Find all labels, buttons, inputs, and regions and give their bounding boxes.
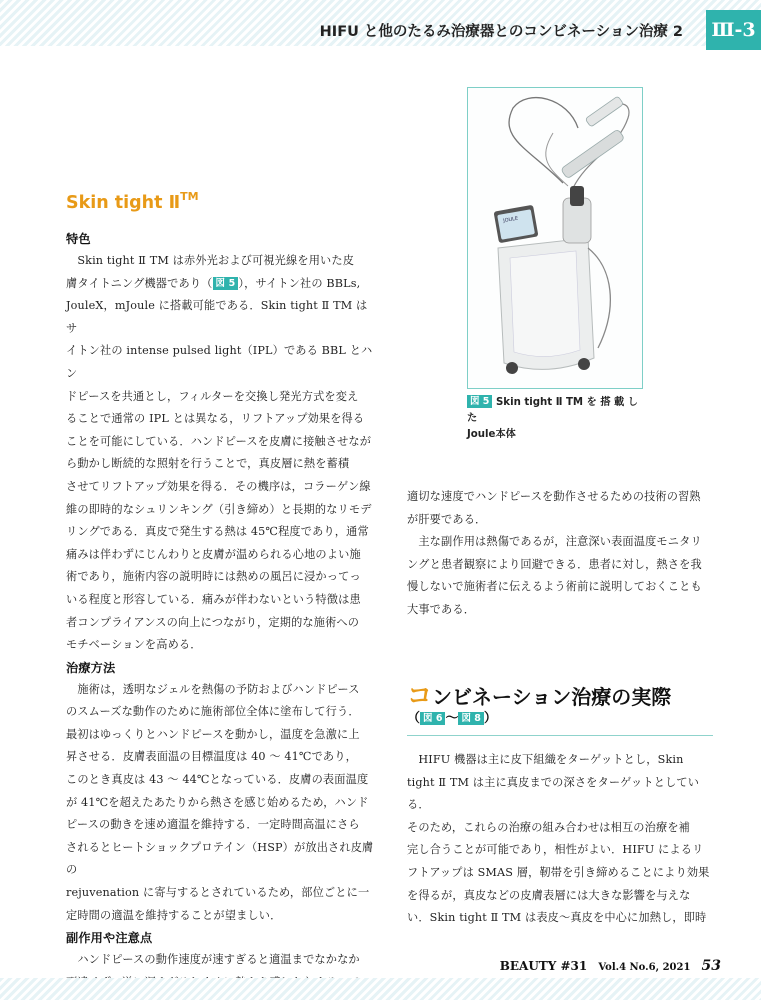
combination-figure-refs [407,707,497,726]
screen-brand-text: JOULE [502,215,519,225]
features-line: Skin tight Ⅱ TM は赤外光および可視光線を用いた皮 [66,254,355,267]
combination-line: い．Skin tight Ⅱ TM は表皮～真皮を中心に加熱し，即時 [407,911,707,925]
caption-line-2: Joule本体 [467,429,516,440]
page-number: 53 [701,958,721,974]
features-line: いる程度と形容している．痛みが伴わないという特徴は患 [66,592,361,606]
laser-device-illustration [468,88,643,389]
combination-line: tight Ⅱ TM は主に真皮までの深さをターゲットとしている． [407,775,700,812]
ref-close: ） [483,711,497,726]
features-line: 維の即時的なシュリンキング（引き締め）と長期的なリモデ [66,502,372,516]
method-line: 最初はゆっくりとハンドピースを動かし，温度を急激に上 [66,727,360,741]
method-line: rejuvenation に寄与するとされているため，部位ごとに一 [66,886,370,900]
features-line: モチベーションを高める． [66,638,202,652]
features-line: ることで通常の IPL とは異なる，リフトアップ効果を得る [66,412,365,426]
combination-line: そのため，これらの治療の組み合わせは相互の治療を補 [407,820,690,834]
combination-line: を得るが，真皮などの皮膚表層には大きな影響を与えな [407,888,691,902]
subheading-method: 治療方法 [66,660,116,675]
running-title: HIFU と他のたるみ治療器とのコンビネーション治療 2 [319,24,683,40]
footer-hatch-band [0,978,761,1000]
features-line: ら動かし断続的な照射を行うことで，真皮層に熱を蓄積 [66,457,350,471]
combination-line: フトアップは SMAS 層，靭帯を引き締めることにより効果 [407,865,710,879]
figure-ref-8[interactable]: 図 8 [458,712,483,725]
method-line: ピースの動きを速め適温を維持する．一定時間高温にさら [66,818,360,832]
features-line-part: 膚タイトニング機器であり（ [66,276,213,290]
right-top-line: 慢しないで施術者に伝えるよう術前に説明しておくことも [407,580,702,594]
features-line: させてリフトアップ効果を得る．その機序は，コラーゲン線 [66,479,371,493]
method-line: 定時間の適温を維持することが望ましい． [66,908,282,922]
right-top-line: 大事である． [407,602,476,616]
features-line: JouleX，mJoule に搭載可能である．Skin tight Ⅱ TM はサ [66,299,368,335]
side-effects-line: ハンドピースの動作速度が速すぎると適温までなかなか [66,953,360,967]
left-column [66,228,374,994]
features-line: 者コンプライアンスの向上につながり，定期的な施術への [66,615,360,629]
combination-heading-initial: コ [407,681,433,710]
figure-5-image [467,87,643,389]
method-line: 昇させる．皮膚表面温の目標温度は 40 ～ 41℃であり， [66,750,357,764]
features-line: ことを可能にしている．ハンドピースを皮膚に接触させなが [66,434,372,448]
section-title [66,190,199,213]
figure-ref-5[interactable]: 図 5 [213,277,239,290]
features-line: リングである．真皮で発生する熱は 45℃程度であり，通常 [66,525,369,539]
right-top-line: 適切な速度でハンドピースを動作させるための技術の習熟 [407,490,701,503]
right-top-line: が肝要である． [407,512,487,526]
combination-line: HIFU 機器は主に皮下組織をターゲットとし，Skin [407,753,684,766]
section-title-text: Skin tight Ⅱ [66,193,181,213]
ref-open: （ [407,711,421,726]
ref-tilde: ～ [445,711,459,726]
heading-rule [407,735,713,736]
page-footer [500,955,721,974]
journal-name: BEAUTY #31 [499,959,588,973]
figure-caption-ref: 図 5 [467,395,492,408]
combination-heading-rest: ンビネーション治療の実際 [432,685,672,709]
features-line-part: ），サイトン社の BBLs, [238,276,361,290]
section-badge: Ⅲ-3 [706,10,761,50]
features-line: ドピースを共通とし，フィルターを交換し発光方式を変え [66,389,359,403]
right-top-line: ングと患者観察により回避できる．患者に対し，熱さを我 [407,557,702,571]
features-line: 痛みは伴わずにじんわりと皮膚が温められる心地のよい施 [66,547,361,561]
figure-ref-6[interactable]: 図 6 [420,712,445,725]
method-line: 施術は，透明なジェルを熱傷の予防およびハンドピース [66,682,360,696]
subheading-side-effects: 副作用や注意点 [66,931,153,946]
method-line: このとき真皮は 43 ～ 44℃となっている．皮膚の表面温度 [66,773,369,787]
figure-5-caption [467,395,651,443]
caption-line-1: Skin tight Ⅱ TM を 搭 載 し た [467,397,638,424]
method-line: されるとヒートショックプロテイン（HSP）が放出され皮膚の [66,840,374,877]
combination-body [407,749,715,930]
features-line [66,273,374,296]
section-title-tm: TM [180,190,199,203]
method-line: が 41℃を超えたあたりから熱さを感じ始めるため，ハンド [66,795,369,809]
subheading-features: 特色 [66,232,91,246]
right-top-line: 主な副作用は熱傷であるが，注意深い表面温度モニタリ [407,535,702,549]
method-line: のスムーズな動作のために施術部位全体に塗布して行う． [66,705,360,719]
features-line: 術であり，施術内容の説明時には熱めの風呂に浸かってっ [66,570,361,584]
combination-line: 完し合うことが可能であり，相性がよい．HIFU によるリ [407,843,704,857]
journal-volume: Vol.4 No.6, 2021 [598,962,691,973]
features-line: イトン社の intense pulsed light（IPL）である BBL とハン [66,344,373,380]
right-column-top [407,486,715,622]
